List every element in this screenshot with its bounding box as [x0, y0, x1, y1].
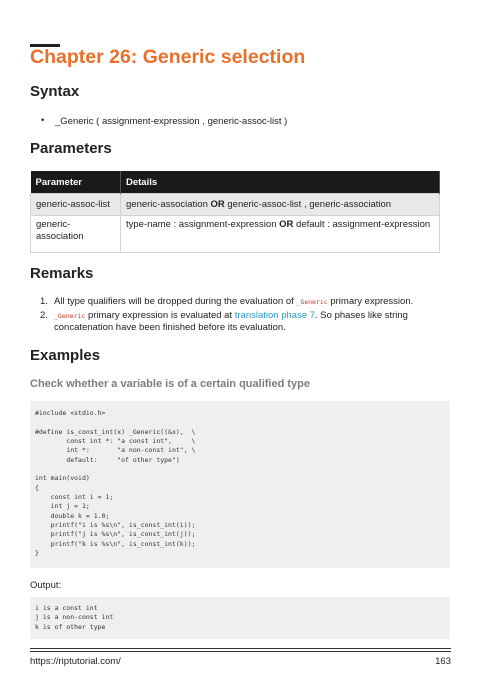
parameters-heading: Parameters [30, 140, 112, 157]
footer-url[interactable]: https://riptutorial.com/ [30, 656, 121, 667]
table-row [31, 194, 440, 216]
code-text: #include <stdio.h> #define is_const_int(x) _Generic((&x), \ const int *: "a const int", \ int *: "a non-const int", \ default: "of other type") int main(void) { const int i = 1; int j = 1; double k = 1.0; printf("i is %s\n", is_const_int(i)); printf("j is %s\n", is_const_int(j)); printf("k is %s\n", is_const_int(k)); } [35, 409, 196, 558]
remarks-heading: Remarks [30, 265, 94, 282]
syntax-heading: Syntax [30, 83, 80, 100]
param-details: generic-association OR generic-assoc-list , generic-association [121, 194, 440, 216]
inline-code: _Generic [296, 298, 328, 306]
column-header-parameter: Parameter [31, 171, 121, 194]
code-block [30, 401, 450, 568]
page-number: 163 [435, 656, 451, 667]
bullet-icon: • [41, 115, 45, 126]
chapter-title: Chapter 26: Generic selection [30, 46, 306, 68]
param-name: generic-association [31, 216, 121, 253]
table-header-row [31, 171, 440, 194]
parameters-table [30, 171, 440, 253]
param-name: generic-assoc-list [31, 194, 121, 216]
output-text: i is a const int j is a non-const int k is of other type [35, 604, 114, 631]
footer-rule [30, 651, 451, 652]
inline-code: _Generic [54, 311, 86, 320]
output-block [30, 597, 450, 639]
param-details: type-name : assignment-expression OR default : assignment-expression [121, 216, 440, 253]
list-item: 1. All type qualifiers will be dropped during the evaluation of _Generic primary expression. [40, 296, 414, 307]
column-header-details: Details [121, 171, 440, 194]
translation-phase-link[interactable]: translation phase 7 [234, 309, 316, 321]
table-row [31, 216, 440, 253]
example-subheading: Check whether a variable is of a certain qualified type [30, 378, 310, 390]
examples-heading: Examples [30, 347, 101, 364]
syntax-text: _Generic ( assignment-expression , generic-assoc-list ) [55, 116, 288, 127]
footer-rule [30, 648, 451, 649]
remarks-list [40, 296, 440, 336]
output-label: Output: [30, 580, 62, 591]
list-item: 2. _Generic primary expression is evaluated at translation phase 7. So phases like string concatenation have been finished before its evaluation. [40, 309, 408, 333]
